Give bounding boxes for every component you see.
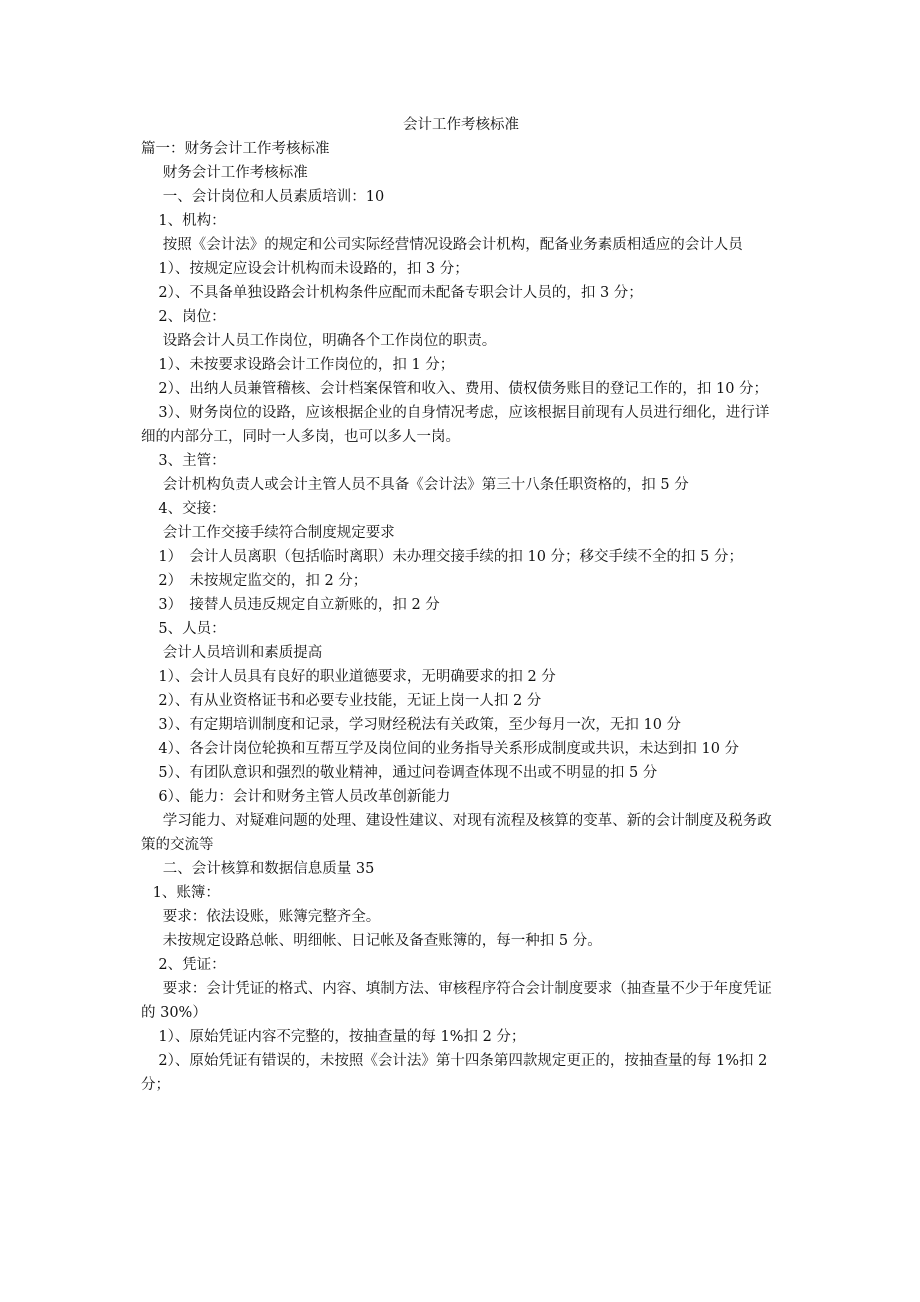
paragraph-line: 5）、有团队意识和强烈的敬业精神，通过问卷调查体现不出或不明显的扣 5 分 [158,765,658,781]
paragraph-line: 2、凭证： [158,957,226,973]
paragraph-line: 一、会计岗位和人员素质培训：10 [162,189,385,205]
paragraph-line: 未按规定设路总帐、明细帐、日记帐及备查账簿的，每一种扣 5 分。 [162,933,602,949]
document-body [141,113,781,1097]
paragraph-line: 1）、会计人员具有良好的职业道德要求，无明确要求的扣 2 分 [158,669,556,685]
paragraph-line: 4）、各会计岗位轮换和互帮互学及岗位间的业务指导关系形成制度或共识，未达到扣 10 分 [158,741,740,757]
paragraph-line: 3）、财务岗位的设路，应该根据企业的自身情况考虑，应该根据目前现有人员进行细化，进行详细的内部分工，同时一人多岗，也可以多人一岗。 [141,405,770,445]
paragraph-line: 会计机构负责人或会计主管人员不具备《会计法》第三十八条任职资格的，扣 5 分 [162,477,689,493]
document-title: 会计工作考核标准 [403,117,519,133]
paragraph-line: 要求：依法设账，账簿完整齐全。 [162,909,381,925]
paragraph-line: 4、交接： [158,501,226,517]
paragraph-line: 2）、原始凭证有错误的，未按照《会计法》第十四条第四款规定更正的，按抽查量的每 1%扣 2 分； [141,1053,768,1093]
paragraph-line: 财务会计工作考核标准 [162,165,308,181]
paragraph-line: 1） 会计人员离职（包括临时离职）未办理交接手续的扣 10 分；移交手续不全的扣 5 分； [158,549,743,565]
paragraph-line: 5、人员： [158,621,226,637]
paragraph-line: 2）、不具备单独设路会计机构条件应配而未配备专职会计人员的，扣 3 分； [158,285,643,301]
paragraph-line: 要求：会计凭证的格式、内容、填制方法、审核程序符合会计制度要求（抽查量不少于年度凭证的 30%） [141,981,772,1021]
paragraph-line: 2） 未按规定监交的，扣 2 分； [158,573,368,589]
paragraph-line: 3） 接替人员违反规定自立新账的，扣 2 分 [158,597,440,613]
paragraph-line: 1、账簿： [152,885,220,901]
paragraph-line: 3、主管： [158,453,226,469]
paragraph-line: 会计工作交接手续符合制度规定要求 [162,525,395,541]
paragraph-line: 二、会计核算和数据信息质量 35 [162,861,375,877]
paragraph-line: 按照《会计法》的规定和公司实际经营情况设路会计机构，配备业务素质相适应的会计人员 [162,237,743,253]
paragraph-line: 2、岗位： [158,309,226,325]
paragraph-line: 1、机构： [158,213,226,229]
paragraph-line: 3）、有定期培训制度和记录，学习财经税法有关政策，至少每月一次，无扣 10 分 [158,717,682,733]
paragraph-line: 1）、未按要求设路会计工作岗位的，扣 1 分； [158,357,455,373]
paragraph-line: 1）、原始凭证内容不完整的，按抽查量的每 1%扣 2 分； [158,1029,526,1045]
paragraph-line: 学习能力、对疑难问题的处理、建设性建议、对现有流程及核算的变革、新的会计制度及税务政策的交流等 [141,813,772,853]
paragraph-line: 1）、按规定应设会计机构而未设路的，扣 3 分； [158,261,469,277]
paragraph-line: 会计人员培训和素质提高 [162,645,323,661]
paragraph-line: 篇一：财务会计工作考核标准 [141,141,330,157]
paragraph-line: 2）、出纳人员兼管稽核、会计档案保管和收入、费用、债权债务账目的登记工作的，扣 10 分； [158,381,769,397]
paragraph-line: 6）、能力：会计和财务主管人员改革创新能力 [158,789,451,805]
paragraph-line: 设路会计人员工作岗位，明确各个工作岗位的职责。 [162,333,497,349]
paragraph-line: 2）、有从业资格证书和必要专业技能，无证上岗一人扣 2 分 [158,693,542,709]
